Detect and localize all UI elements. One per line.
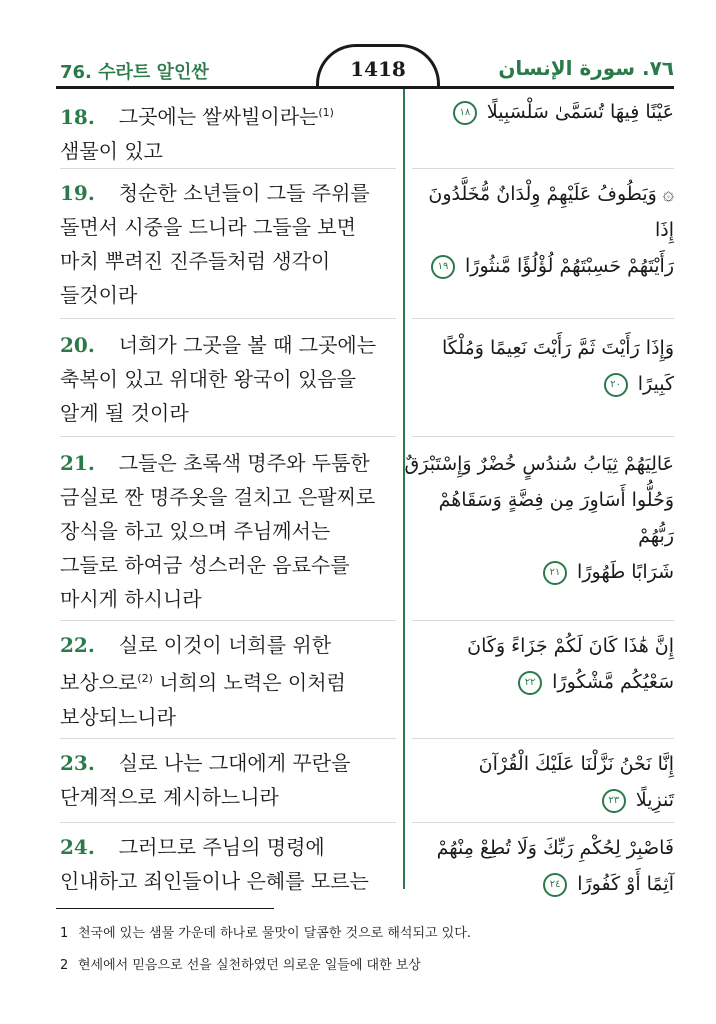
verse-number: 22. [60, 633, 95, 657]
verse-separator [60, 168, 396, 169]
verse-line: 알게 될 것이라 [60, 401, 189, 425]
arabic-line: وَإِذَا رَأَيْتَ ثَمَّ رَأَيْتَ نَعِيمًا وَمُلْكًا [441, 337, 674, 359]
footnote-ref: (1) [318, 106, 334, 119]
verse-line: 마치 뿌려진 진주들처럼 생각이 [60, 249, 331, 273]
ayah-marker-icon: ١٩ [431, 255, 455, 279]
verse-number: 21. [60, 451, 95, 475]
verse-number: 23. [60, 751, 95, 775]
ayah-marker-icon: ٢١ [543, 561, 567, 585]
arabic-line: وَحُلُّوا أَسَاوِرَ مِن فِضَّةٍ وَسَقَاهُمْ رَبُّهُمْ [438, 489, 674, 547]
arabic-line: عَالِيَهُمْ ثِيَابُ سُندُسٍ خُضْرٌ وَإِسْتَبْرَقٌ [404, 453, 674, 475]
verse-23-korean [60, 746, 396, 814]
verse-separator [412, 168, 674, 169]
verse-line: 축복이 있고 위대한 왕국이 있음을 [60, 367, 356, 391]
verse-22-korean [60, 628, 396, 734]
verse-line: 마시게 하시니라 [60, 587, 202, 611]
verse-number: 19. [60, 181, 95, 205]
arabic-line: إِنَّا نَحْنُ نَزَّلْنَا عَلَيْكَ الْقُرْآنَ [478, 753, 674, 775]
arabic-line: شَرَابًا طَهُورًا [577, 561, 674, 583]
page-number: 1418 [316, 44, 440, 87]
verse-24-korean [60, 830, 396, 898]
verse-24-arabic [404, 830, 674, 902]
verse-separator [412, 318, 674, 319]
verse-line: 인내하고 죄인들이나 은혜를 모르는 [60, 869, 369, 893]
verse-22-arabic [404, 628, 674, 700]
verse-18-arabic [404, 94, 674, 130]
verse-number: 24. [60, 835, 95, 859]
footnote-text: 현세에서 믿음으로 선을 실천하였던 의로운 일들에 대한 보상 [78, 958, 421, 973]
verse-separator [412, 620, 674, 621]
footnote-1 [60, 922, 680, 941]
surah-title-arabic: ٧٦. سورة الإنسان [498, 56, 674, 80]
verse-line: 그러므로 주님의 명령에 [118, 835, 325, 859]
ayah-marker-icon: ١٨ [453, 101, 477, 125]
arabic-line: سَعْيُكُم مَّشْكُورًا [552, 671, 674, 693]
surah-title-korean: 76. 수라트 알인싼 [60, 62, 209, 83]
arabic-line: عَيْنًا فِيهَا تُسَمَّىٰ سَلْسَبِيلًا [486, 101, 674, 123]
verse-line: 보상으로 [60, 670, 138, 695]
ayah-marker-icon: ٢٤ [543, 873, 567, 897]
verse-19-arabic [404, 176, 674, 284]
verse-line: 단계적으로 계시하느니라 [60, 785, 279, 809]
verse-separator [60, 620, 396, 621]
header-rule [56, 86, 674, 89]
arabic-line: فَاصْبِرْ لِحُكْمِ رَبِّكَ وَلَا تُطِعْ مِنْهُمْ [436, 837, 674, 859]
footnote-number: 2 [60, 958, 69, 973]
verse-separator [60, 318, 396, 319]
verse-line: 돌면서 시중을 드니라 그들을 보면 [60, 215, 356, 239]
verse-18-korean [60, 96, 396, 168]
verse-line: 들것이라 [60, 283, 138, 307]
verse-line: 실로 나는 그대에게 꾸란을 [118, 751, 351, 775]
footnote-ref: (2) [137, 672, 153, 685]
arabic-line: تَنزِيلًا [635, 789, 674, 811]
verse-line: 장식을 하고 있으며 주님께서는 [60, 519, 331, 543]
verse-line: 그들로 하여금 성스러운 음료수를 [60, 553, 350, 577]
verse-separator [412, 738, 674, 739]
verse-21-korean [60, 446, 396, 616]
page-header [0, 0, 716, 92]
verse-line: 금실로 짠 명주옷을 걸치고 은팔찌로 [60, 485, 376, 509]
verse-23-arabic [404, 746, 674, 818]
verse-separator [412, 436, 674, 437]
verse-number: 20. [60, 333, 95, 357]
verse-separator [60, 436, 396, 437]
verse-separator [412, 822, 674, 823]
verse-20-korean [60, 328, 396, 430]
arabic-line: كَبِيرًا [637, 373, 674, 395]
verse-line: 너희가 그곳을 볼 때 그곳에는 [118, 333, 377, 357]
footnote-2 [60, 954, 680, 973]
ayah-marker-icon: ٢٢ [518, 671, 542, 695]
verse-line: 그들은 초록색 명주와 두툼한 [118, 451, 370, 475]
arabic-line: إِنَّ هَٰذَا كَانَ لَكُمْ جَزَاءً وَكَانَ [467, 635, 674, 657]
footnote-number: 1 [60, 926, 69, 941]
arabic-line: آثِمًا أَوْ كَفُورًا [577, 873, 674, 895]
verse-20-arabic [404, 330, 674, 402]
verse-line: 너희의 노력은 이처럼 [159, 670, 346, 695]
ayah-marker-icon: ٢٠ [604, 373, 628, 397]
arabic-line: رَأَيْتَهُمْ حَسِبْتَهُمْ لُؤْلُؤًا مَّنثُورًا [465, 255, 674, 277]
verse-line: 그곳에는 쌀싸빌이라는 [118, 104, 319, 129]
verse-line: 실로 이것이 너희를 위한 [118, 633, 332, 657]
verse-line: 보상되느니라 [60, 704, 176, 729]
footnote-text: 천국에 있는 샘물 가운데 하나로 물맛이 달콤한 것으로 해석되고 있다. [78, 926, 471, 941]
verse-number: 18. [60, 104, 95, 129]
verse-separator [60, 738, 396, 739]
arabic-line: ۞ وَيَطُوفُ عَلَيْهِمْ وِلْدَانٌ مُّخَلَّدُونَ إِذَا [428, 183, 674, 241]
verse-19-korean [60, 176, 396, 312]
verse-21-arabic [404, 446, 674, 590]
verse-separator [60, 822, 396, 823]
ayah-marker-icon: ٢٣ [602, 789, 626, 813]
footnote-rule [56, 908, 274, 909]
verse-line: 샘물이 있고 [60, 138, 163, 163]
verse-line: 청순한 소년들이 그들 주위를 [118, 181, 370, 205]
